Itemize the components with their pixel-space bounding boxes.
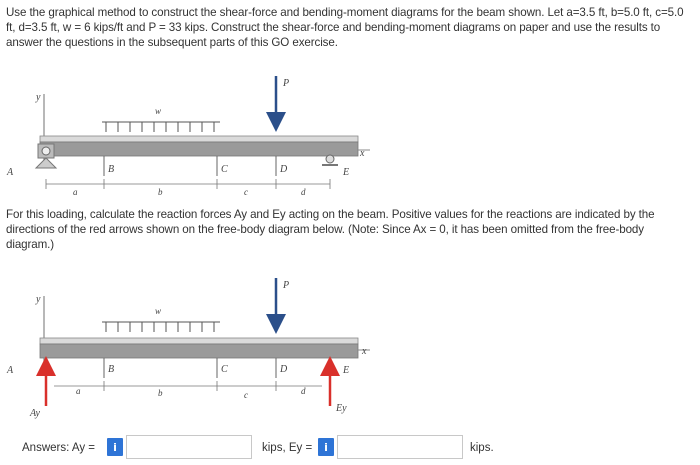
fbd-dim-d-label: d — [301, 386, 306, 396]
point-b-label: B — [108, 164, 115, 175]
ey-answer-label: kips, Ey = — [262, 442, 313, 454]
ey-answer-input[interactable] — [337, 435, 463, 459]
beam-top — [40, 136, 358, 142]
roller-support-e — [322, 155, 338, 165]
distributed-load-label: w — [155, 106, 162, 116]
answers-row — [0, 432, 700, 462]
fbd-point-load-label: P — [283, 280, 290, 291]
fbd-y-axis-label: y — [36, 294, 41, 305]
ay-answer-input[interactable] — [126, 435, 252, 459]
point-a-label: A — [7, 167, 14, 178]
units-label: kips. — [470, 442, 494, 454]
point-e-label: E — [343, 167, 350, 178]
fbd-point-e-label: E — [343, 365, 350, 376]
point-d-label: D — [280, 164, 288, 175]
free-body-diagram — [0, 266, 400, 431]
fbd-distributed-load — [102, 322, 220, 332]
reaction-ay-label: Ay — [30, 408, 40, 419]
dim-a-label: a — [73, 187, 78, 197]
problem-intro: Use the graphical method to construct the shear-force and bending-moment diagrams for the beam shown. Let a=3.5 ft, b=5.0 ft, c=5.0 ft, d=3.5 ft, w = 6 kips/ft and P = 33 kips. Construct the shear-force and bending-moment diagrams on paper and use the results to answer the questions in the subsequent parts of this GO exercise. — [6, 6, 684, 49]
dim-d-label: d — [301, 187, 306, 197]
free-body-diagram-svg — [0, 266, 400, 426]
point-c-label: C — [221, 164, 228, 175]
distributed-load — [102, 122, 220, 132]
fbd-dim-b-label: b — [158, 388, 163, 398]
pin-support-a — [36, 144, 56, 168]
fbd-point-d-label: D — [280, 364, 288, 375]
fbd-beam-body — [40, 344, 358, 358]
dim-b-label: b — [158, 187, 163, 197]
beam-body — [40, 142, 358, 156]
fbd-point-b-label: B — [108, 364, 115, 375]
y-axis-label: y — [36, 92, 41, 103]
problem-question: For this loading, calculate the reaction forces Ay and Ey acting on the beam. Positive values for the reactions are indicated by the directions of the red arrows shown on the free-body diagram below. (Note: Since Ax = 0, it has been omitted from the free-body diagram.) — [6, 208, 655, 251]
ay-info-icon[interactable]: i — [107, 438, 123, 456]
beam-diagram-svg — [0, 64, 400, 204]
ey-info-icon[interactable]: i — [318, 438, 334, 456]
fbd-point-c-label: C — [221, 364, 228, 375]
reaction-ey-label: Ey — [336, 403, 347, 414]
fbd-distributed-load-label: w — [155, 306, 162, 316]
fbd-beam-top — [40, 338, 358, 344]
fbd-x-axis-label: x — [362, 346, 367, 357]
beam-diagram — [0, 64, 400, 209]
x-axis-label: x — [360, 148, 365, 159]
fbd-point-a-label: A — [7, 365, 14, 376]
fbd-dim-a-label: a — [76, 386, 81, 396]
ay-answer-label: Answers: Ay = — [22, 442, 95, 454]
point-load-label: P — [283, 78, 290, 89]
dim-c-label: c — [244, 187, 248, 197]
fbd-dim-c-label: c — [244, 390, 248, 400]
